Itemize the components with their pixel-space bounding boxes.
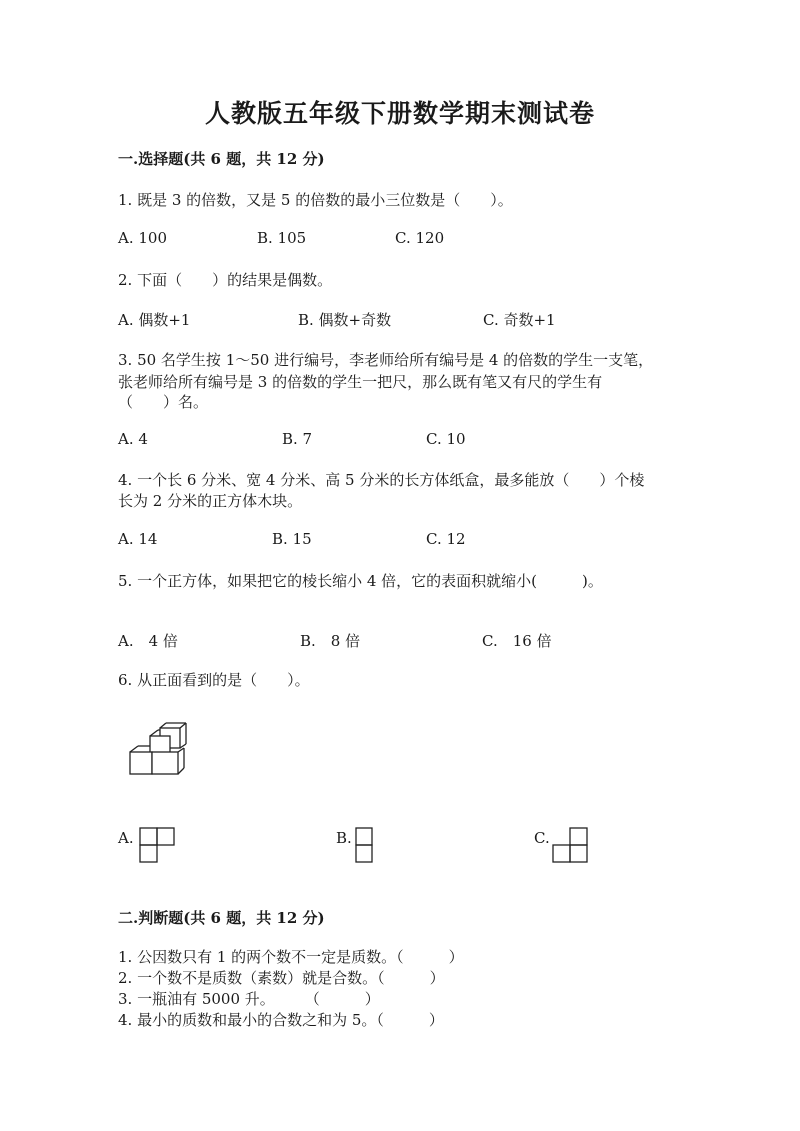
section-heading-choice: 一.选择题(共 6 题，共 12 分) [118, 150, 325, 168]
question-2-text: 2. 下面（ ）的结果是偶数。 [118, 271, 333, 289]
q4-option-b: B. 15 [272, 530, 312, 548]
judgment-item-2: 2. 一个数不是质数（素数）就是合数。（ ） [118, 969, 445, 987]
question-3-line-1: 3. 50 名学生按 1～50 进行编号，李老师给所有编号是 4 的倍数的学生一支笔， [118, 351, 654, 369]
question-1-text: 1. 既是 3 的倍数，又是 5 的倍数的最小三位数是（ ）。 [118, 191, 513, 209]
q6-option-c-label: C. [534, 829, 550, 847]
q2-option-c: C. 奇数+1 [483, 311, 556, 329]
cube-stack-figure [126, 722, 190, 778]
q5-option-a: A. 4 倍 [118, 632, 178, 650]
q1-option-c: C. 120 [395, 229, 445, 247]
judgment-item-1: 1. 公因数只有 1 的两个数不一定是质数。（ ） [118, 948, 464, 966]
q5-option-b: B. 8 倍 [300, 632, 361, 650]
section-heading-judgment: 二.判断题(共 6 题，共 12 分) [118, 909, 325, 927]
q6-option-a-figure [138, 826, 176, 864]
q1-option-b: B. 105 [257, 229, 307, 247]
question-3-line-3: （ ）名。 [118, 393, 209, 411]
q2-option-b: B. 偶数+奇数 [298, 311, 392, 329]
judgment-item-3: 3. 一瓶油有 5000 升。 （ ） [118, 990, 380, 1008]
q3-option-a: A. 4 [118, 430, 148, 448]
q2-option-a: A. 偶数+1 [118, 311, 191, 329]
q6-option-b-label: B. [336, 829, 352, 847]
page-title: 人教版五年级下册数学期末测试卷 [204, 99, 595, 128]
question-4-line-1: 4. 一个长 6 分米、宽 4 分米、高 5 分米的长方体纸盒，最多能放（ ）个棱 [118, 471, 645, 489]
q5-option-c: C. 16 倍 [482, 632, 552, 650]
question-4-line-2: 长为 2 分米的正方体木块。 [118, 492, 303, 510]
q3-option-c: C. 10 [426, 430, 466, 448]
q1-option-a: A. 100 [118, 229, 167, 247]
q4-option-a: A. 14 [118, 530, 158, 548]
question-6-text: 6. 从正面看到的是（ ）。 [118, 671, 310, 689]
judgment-item-4: 4. 最小的质数和最小的合数之和为 5。（ ） [118, 1011, 444, 1029]
q3-option-b: B. 7 [282, 430, 313, 448]
q6-option-c-figure [551, 826, 589, 864]
q6-option-b-figure [354, 826, 374, 864]
q6-option-a-label: A. [118, 829, 134, 847]
question-5-text: 5. 一个正方体，如果把它的棱长缩小 4 倍，它的表面积就缩小( )。 [118, 572, 603, 590]
q4-option-c: C. 12 [426, 530, 466, 548]
question-3-line-2: 张老师给所有编号是 3 的倍数的学生一把尺，那么既有笔又有尺的学生有 [118, 373, 603, 391]
